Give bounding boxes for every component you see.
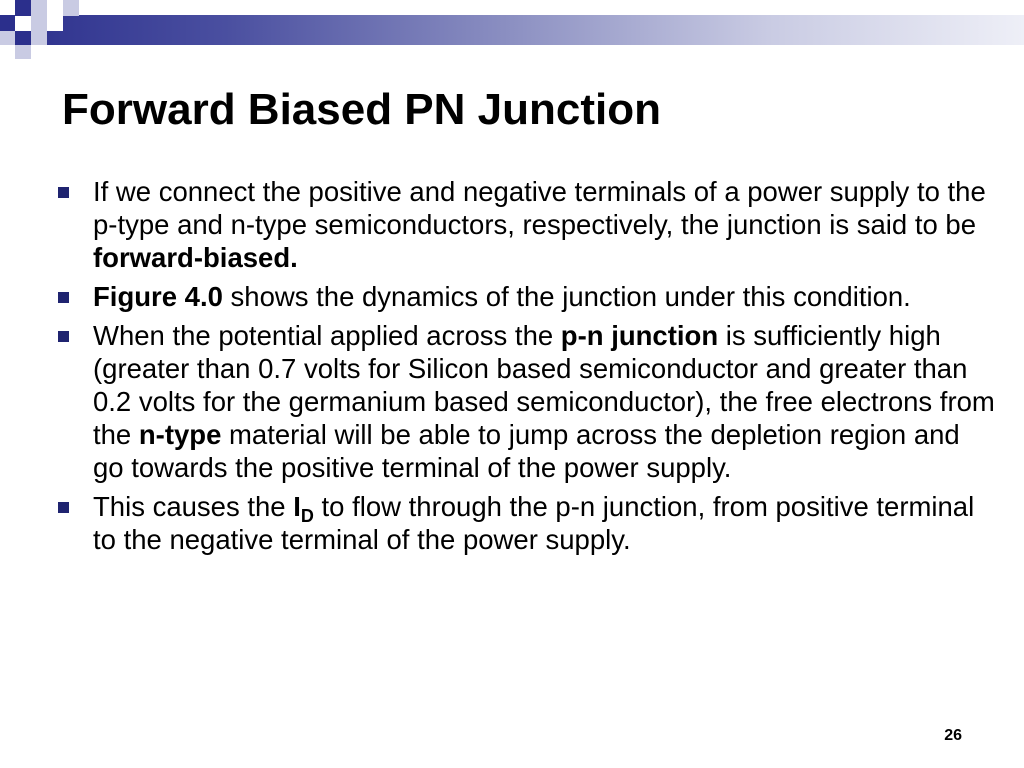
bullet-text: If we connect the positive and negative terminals of a power supply to the p-type and n-type semiconductors, respectively, the junction is said to be xyxy=(93,176,986,240)
slide-title: Forward Biased PN Junction xyxy=(62,85,661,134)
bullet-list xyxy=(56,175,996,562)
decor-square xyxy=(31,0,47,16)
decor-square xyxy=(47,16,63,31)
square-bullet-icon xyxy=(58,502,69,513)
decor-square xyxy=(63,0,79,16)
bullet-text: is sufficiently high (greater than 0.7 volts for Silicon based semiconductor and greater than 0.2 volts for the germanium based semiconductor), the free electrons from the xyxy=(93,320,995,450)
figure-reference: Figure 4.0 xyxy=(93,281,223,312)
decor-square xyxy=(31,45,47,59)
square-bullet-icon xyxy=(58,187,69,198)
current-symbol-main: I xyxy=(293,491,301,522)
decor-square xyxy=(15,16,31,31)
decor-square xyxy=(15,0,31,16)
decor-square xyxy=(31,31,47,45)
header-gradient-band xyxy=(0,15,1024,45)
bullet-text: This causes the xyxy=(93,491,294,522)
decor-square xyxy=(15,45,31,59)
square-bullet-icon xyxy=(58,331,69,342)
bullet-text: to flow through the p-n junction, from positive terminal to the negative terminal of the power supply. xyxy=(93,491,975,555)
bullet-item xyxy=(56,490,996,556)
bullet-text: shows the dynamics of the junction under this condition. xyxy=(222,281,911,312)
bullet-bold-text: n-type xyxy=(138,419,222,450)
decor-square xyxy=(47,0,63,16)
decor-square xyxy=(0,31,15,45)
bullet-item xyxy=(56,280,996,313)
page-number: 26 xyxy=(944,727,962,744)
current-symbol xyxy=(293,491,314,526)
decor-square xyxy=(0,0,15,15)
square-bullet-icon xyxy=(58,292,69,303)
decor-square xyxy=(31,16,47,31)
decor-square xyxy=(0,16,15,31)
decor-square xyxy=(15,31,31,45)
bullet-item xyxy=(56,319,996,484)
current-symbol-subscript: D xyxy=(300,506,314,526)
bullet-item xyxy=(56,175,996,274)
bullet-text: material will be able to jump across the depletion region and go towards the positive terminal of the power supply. xyxy=(93,419,960,483)
bullet-text: When the potential applied across the xyxy=(93,320,561,351)
bullet-bold-text: p-n junction xyxy=(560,320,719,351)
bullet-bold-text: forward-biased. xyxy=(93,242,298,273)
